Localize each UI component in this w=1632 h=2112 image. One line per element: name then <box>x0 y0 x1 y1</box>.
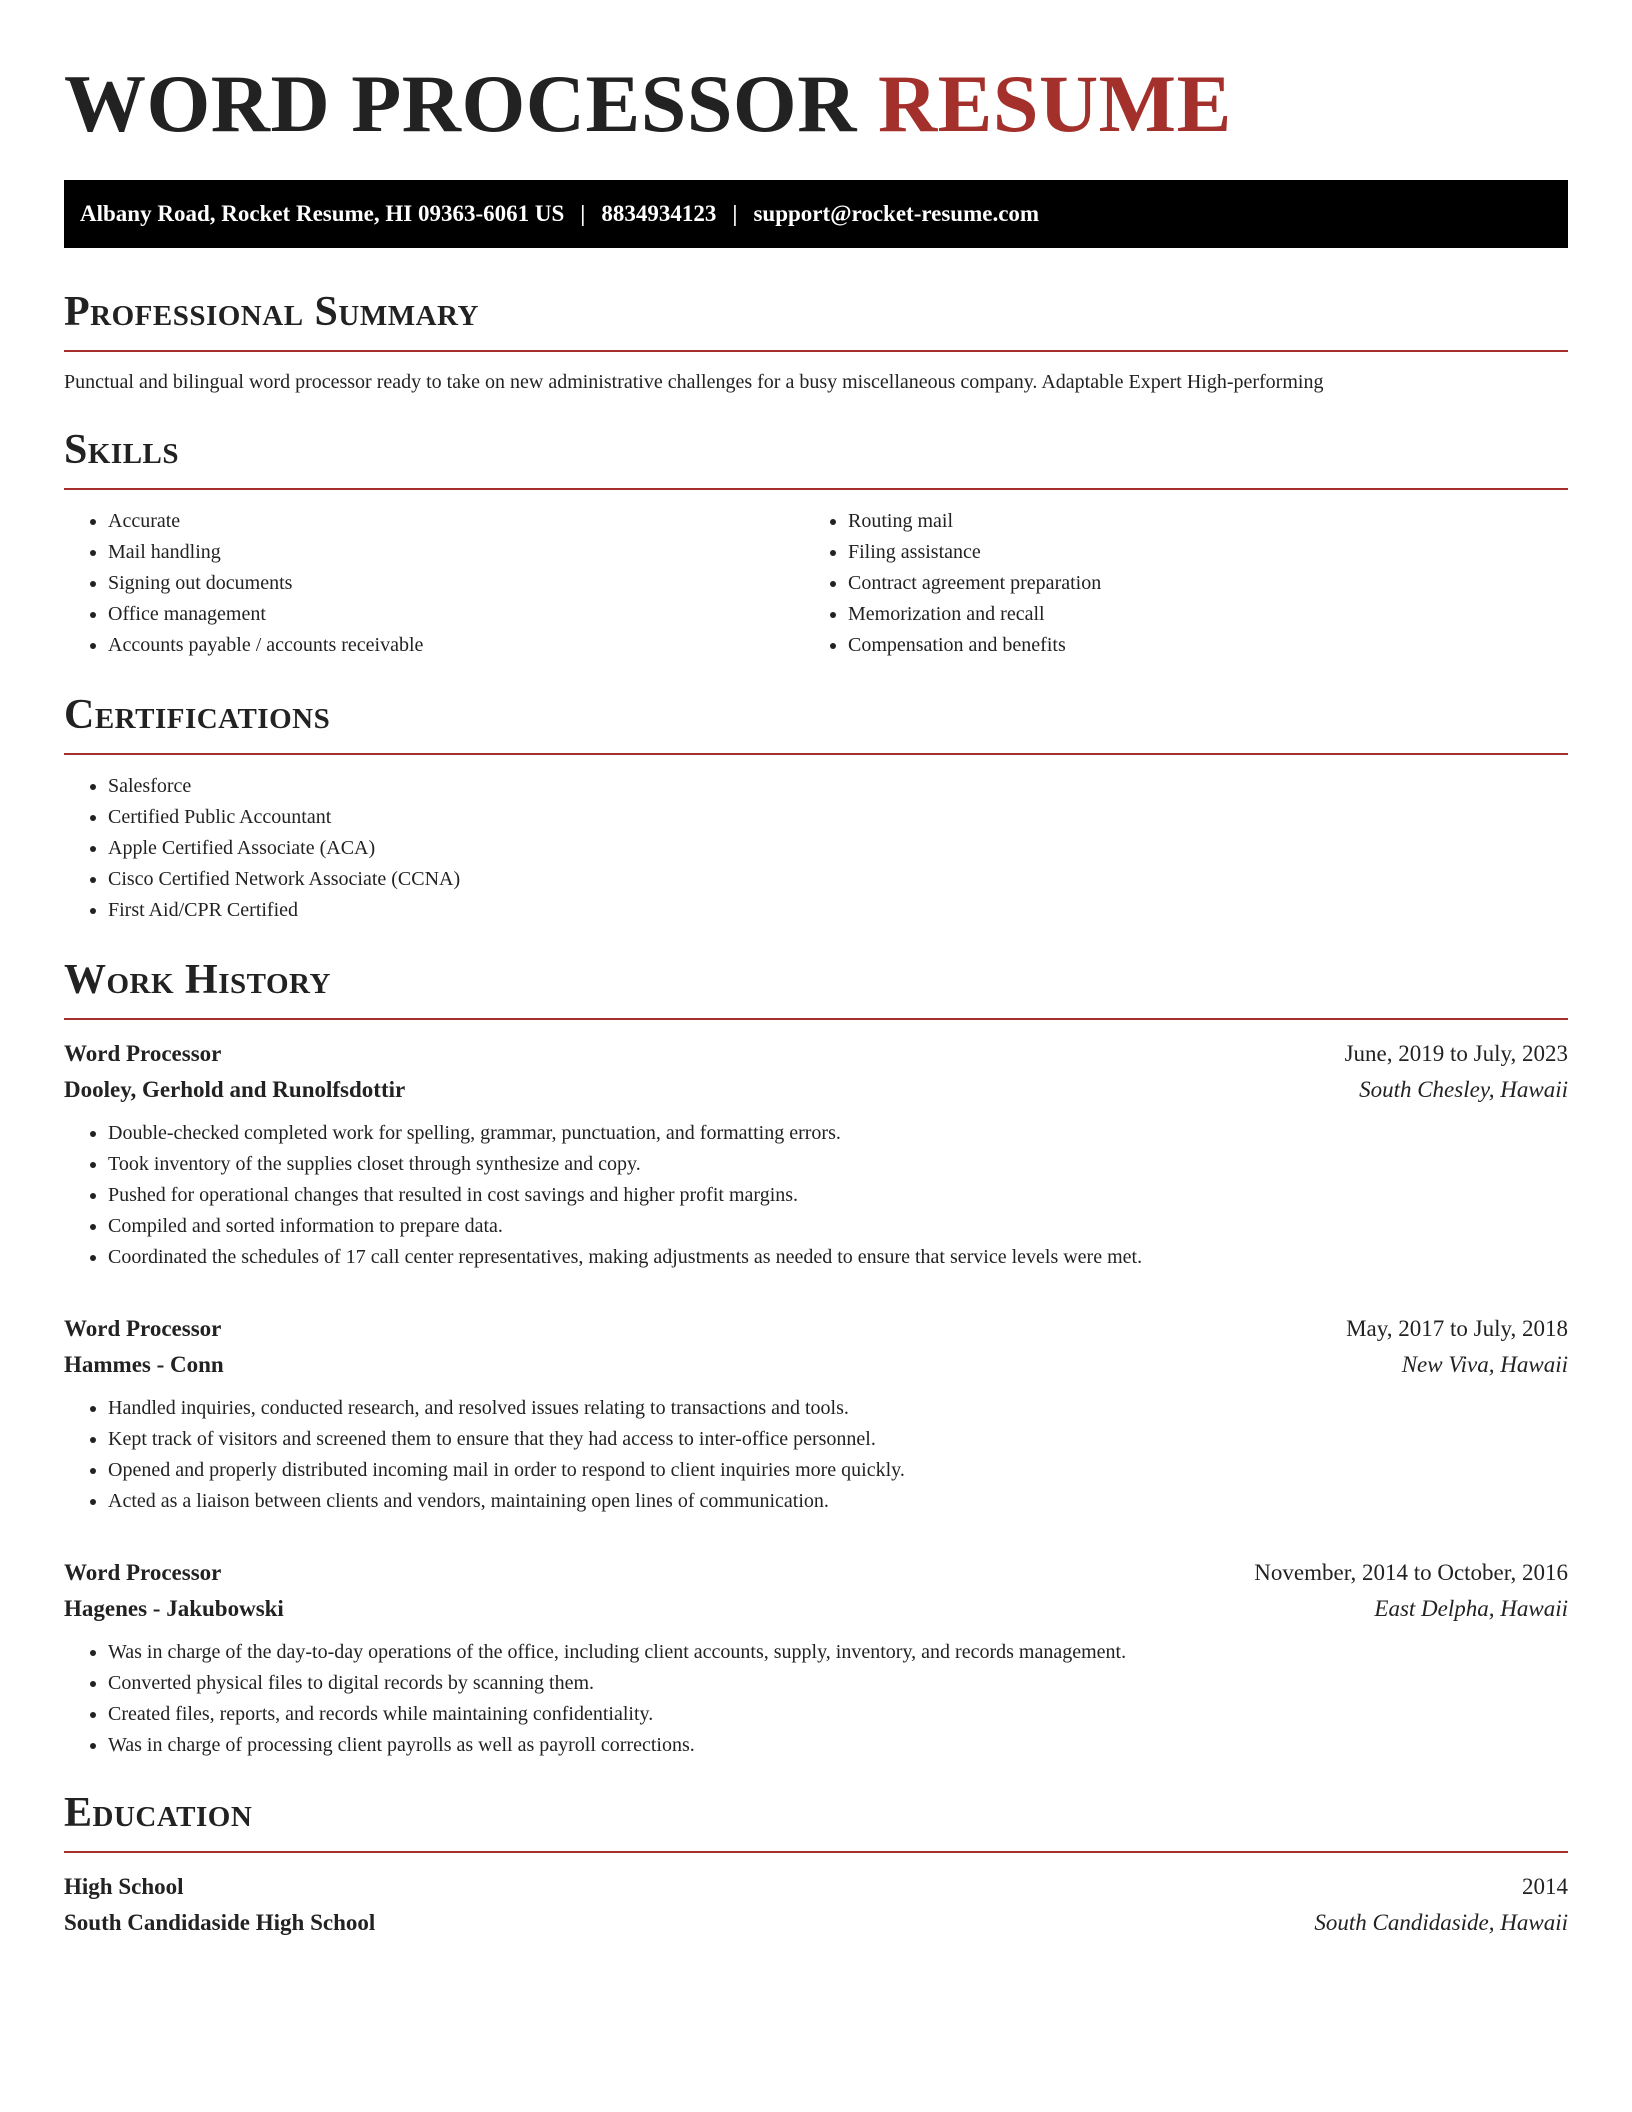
job-bullet: • Kept track of visitors and screened them to ensure that they had access to inter-office personnel. <box>108 1424 1568 1455</box>
contact-address: Albany Road, Rocket Resume, HI 09363-6061 US <box>80 201 565 226</box>
education-degree: High School <box>64 1874 184 1899</box>
certifications-section <box>64 691 1568 926</box>
skill-item: • Signing out documents <box>108 568 804 599</box>
skills-list-left <box>64 506 804 661</box>
title-main: WORD PROCESSOR <box>64 58 857 149</box>
job-company-row <box>64 1347 1568 1383</box>
contact-separator: | <box>580 201 586 226</box>
job-company: Hagenes - Jakubowski <box>64 1596 284 1621</box>
job-bullet: • Created files, reports, and records while maintaining confidentiality. <box>108 1699 1568 1730</box>
skills-section <box>64 426 1568 661</box>
job-bullet: • Acted as a liaison between clients and vendors, maintaining open lines of communication. <box>108 1486 1568 1517</box>
contact-phone: 8834934123 <box>601 201 717 226</box>
skills-list-right <box>804 506 1544 661</box>
job-location: South Chesley, Hawaii <box>1359 1077 1568 1102</box>
section-divider <box>64 753 1568 755</box>
title-accent: RESUME <box>877 58 1232 149</box>
education-entry <box>64 1869 1568 1941</box>
job-title: Word Processor <box>64 1316 222 1341</box>
certifications-heading: Certifications <box>64 692 331 738</box>
certification-item: • Cisco Certified Network Associate (CCNA) <box>108 864 1568 895</box>
education-school-row <box>64 1905 1568 1941</box>
job-bullets <box>64 1118 1568 1273</box>
education-section <box>64 1789 1568 1941</box>
skills-column-left <box>64 506 804 661</box>
skill-item: • Filing assistance <box>848 537 1544 568</box>
job-entry <box>64 1555 1568 1761</box>
job-bullet: • Took inventory of the supplies closet through synthesize and copy. <box>108 1149 1568 1180</box>
job-location: East Delpha, Hawaii <box>1374 1596 1568 1621</box>
job-title: Word Processor <box>64 1560 222 1585</box>
job-bullet: • Double-checked completed work for spelling, grammar, punctuation, and formatting errors. <box>108 1118 1568 1149</box>
certification-item: • Apple Certified Associate (ACA) <box>108 833 1568 864</box>
skill-item: • Accurate <box>108 506 804 537</box>
section-divider <box>64 1851 1568 1853</box>
work-history-heading: Work History <box>64 957 331 1003</box>
job-bullet: • Compiled and sorted information to prepare data. <box>108 1211 1568 1242</box>
job-company-row <box>64 1591 1568 1627</box>
contact-bar <box>64 180 1568 248</box>
job-header-row <box>64 1036 1568 1072</box>
work-history-section <box>64 956 1568 1761</box>
section-divider <box>64 1018 1568 1020</box>
job-location: New Viva, Hawaii <box>1401 1352 1568 1377</box>
job-header-row <box>64 1311 1568 1347</box>
job-bullets <box>64 1637 1568 1761</box>
job-bullet: • Coordinated the schedules of 17 call center representatives, making adjustments as needed to ensure that service levels were met. <box>108 1242 1568 1273</box>
job-entry <box>64 1036 1568 1273</box>
resume-title <box>64 58 1568 150</box>
job-header-row <box>64 1555 1568 1591</box>
skill-item: • Routing mail <box>848 506 1544 537</box>
summary-section <box>64 288 1568 396</box>
job-dates: May, 2017 to July, 2018 <box>1346 1316 1568 1341</box>
skills-grid <box>64 506 1568 661</box>
skill-item: • Accounts payable / accounts receivable <box>108 630 804 661</box>
job-bullets <box>64 1393 1568 1517</box>
job-bullet: • Was in charge of processing client payrolls as well as payroll corrections. <box>108 1730 1568 1761</box>
education-heading: Education <box>64 1790 253 1836</box>
education-header-row <box>64 1869 1568 1905</box>
summary-heading: Professional Summary <box>64 289 479 335</box>
job-bullet: • Converted physical files to digital records by scanning them. <box>108 1668 1568 1699</box>
skill-item: • Memorization and recall <box>848 599 1544 630</box>
job-company: Hammes - Conn <box>64 1352 224 1377</box>
certifications-list <box>64 771 1568 926</box>
job-title: Word Processor <box>64 1041 222 1066</box>
job-bullet: • Was in charge of the day-to-day operations of the office, including client accounts, supply, inventory, and records management. <box>108 1637 1568 1668</box>
job-bullet: • Handled inquiries, conducted research, and resolved issues relating to transactions and tools. <box>108 1393 1568 1424</box>
job-bullet: • Pushed for operational changes that resulted in cost savings and higher profit margins. <box>108 1180 1568 1211</box>
job-dates: June, 2019 to July, 2023 <box>1344 1041 1568 1066</box>
section-divider <box>64 488 1568 490</box>
certification-item: • Certified Public Accountant <box>108 802 1568 833</box>
skill-item: • Compensation and benefits <box>848 630 1544 661</box>
contact-email: support@rocket-resume.com <box>753 201 1040 226</box>
education-school: South Candidaside High School <box>64 1910 376 1935</box>
skills-heading: Skills <box>64 427 180 473</box>
job-bullet: • Opened and properly distributed incoming mail in order to respond to client inquiries more quickly. <box>108 1455 1568 1486</box>
education-year: 2014 <box>1522 1874 1568 1899</box>
section-divider <box>64 350 1568 352</box>
certification-item: • Salesforce <box>108 771 1568 802</box>
job-dates: November, 2014 to October, 2016 <box>1254 1560 1568 1585</box>
skill-item: • Office management <box>108 599 804 630</box>
skill-item: • Contract agreement preparation <box>848 568 1544 599</box>
certification-item: • First Aid/CPR Certified <box>108 895 1568 926</box>
education-location: South Candidaside, Hawaii <box>1314 1910 1568 1935</box>
job-company: Dooley, Gerhold and Runolfsdottir <box>64 1077 406 1102</box>
job-entry <box>64 1311 1568 1517</box>
skill-item: • Mail handling <box>108 537 804 568</box>
job-company-row <box>64 1072 1568 1108</box>
contact-separator: | <box>732 201 738 226</box>
summary-text: Punctual and bilingual word processor ready to take on new administrative challenges for a busy miscellaneous company. Adaptable Expert High-performing <box>64 371 1324 393</box>
skills-column-right <box>804 506 1544 661</box>
